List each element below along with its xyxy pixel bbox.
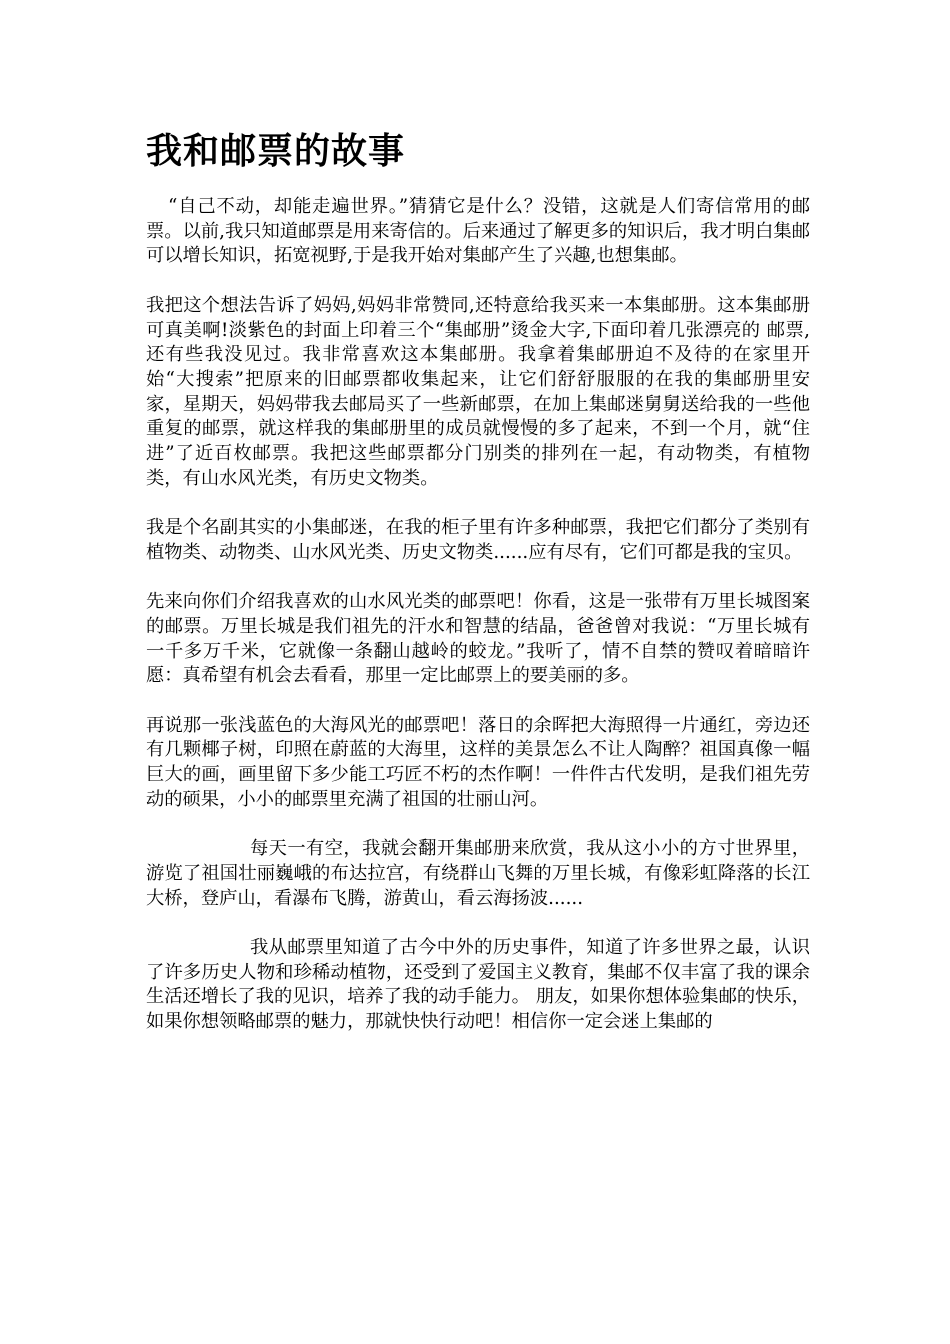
paragraph-7: 我从邮票里知道了古今中外的历史事件，知道了许多世界之最，认识了许多历史人物和珍稀动植物，还受到了爱国主义教育，集邮不仅丰富了我的课余生活还增长了我的见识，培养了我的动手能力。 朋友，如果你想体验集邮的快乐，如果你想领略邮票的魅力，那就快快行动吧！相信你一定会迷上集邮的 — [146, 937, 810, 1033]
paragraph-3: 我是个名副其实的小集邮迷，在我的柜子里有许多种邮票，我把它们都分了类别有植物类、动物类、山水风光类、历史文物类......应有尽有，它们可都是我的宝贝。 — [146, 517, 810, 563]
paragraph-2: 我把这个想法告诉了妈妈,妈妈非常赞同,还特意给我买来一本集邮册。这本集邮册可真美啊!淡紫色的封面上印着三个“集邮册”烫金大字,下面印着几张漂亮的 邮票,还有些我没见过。我非常喜欢这本集邮册。我拿着集邮册迫不及待的在家里开始“大搜索”把原来的旧邮票都收集起来，让它们舒舒服服的在我的集邮册里安 家，星期天，妈妈带我去邮局买了一些新邮票，在加上集邮迷舅舅送给我的一些他重复的邮票，就这样我的集邮册里的成员就慢慢的多了起来，不到一个月，就“住 进”了近百枚邮票。我把这些邮票都分门别类的排列在一起，有动物类，有植物类，有山水风光类，有历史文物类。 — [146, 294, 810, 489]
page-title: 我和邮票的故事 — [146, 131, 406, 172]
paragraph-5: 再说那一张浅蓝色的大海风光的邮票吧！落日的余晖把大海照得一片通红，旁边还有几颗椰子树，印照在蔚蓝的大海里，这样的美景怎么不让人陶醉？祖国真像一幅 巨大的画，画里留下多少能工巧匠不朽的杰作啊！一件件古代发明，是我们祖先劳动的硕果，小小的邮票里充满了祖国的壮丽山河。 — [146, 714, 810, 810]
paragraph-1: “自己不动，却能走遍世界。”猜猜它是什么？没错，这就是人们寄信常用的邮票。以前,我只知道邮票是用来寄信的。后来通过了解更多的知识后，我才明白集邮可以增长知识，拓宽视野,于是我开始对集邮产生了兴趣,也想集邮。 — [146, 196, 810, 267]
paragraph-6: 每天一有空，我就会翻开集邮册来欣赏，我从这小小的方寸世界里，游览了祖国壮丽巍峨的布达拉宫，有绕群山飞舞的万里长城，有像彩虹降落的长江大桥，登庐山，看瀑布飞腾，游黄山，看云海扬波...... — [146, 838, 810, 909]
document-page — [146, 128, 810, 1035]
paragraph-4: 先来向你们介绍我喜欢的山水风光类的邮票吧！你看，这是一张带有万里长城图案的邮票。万里长城是我们祖先的汗水和智慧的结晶，爸爸曾对我说：“万里长城有 一千多万千米，它就像一条翻山越岭的蛟龙。”我听了，情不自禁的赞叹着暗暗许愿：真希望有机会去看看，那里一定比邮票上的要美丽的多。 — [146, 591, 810, 687]
